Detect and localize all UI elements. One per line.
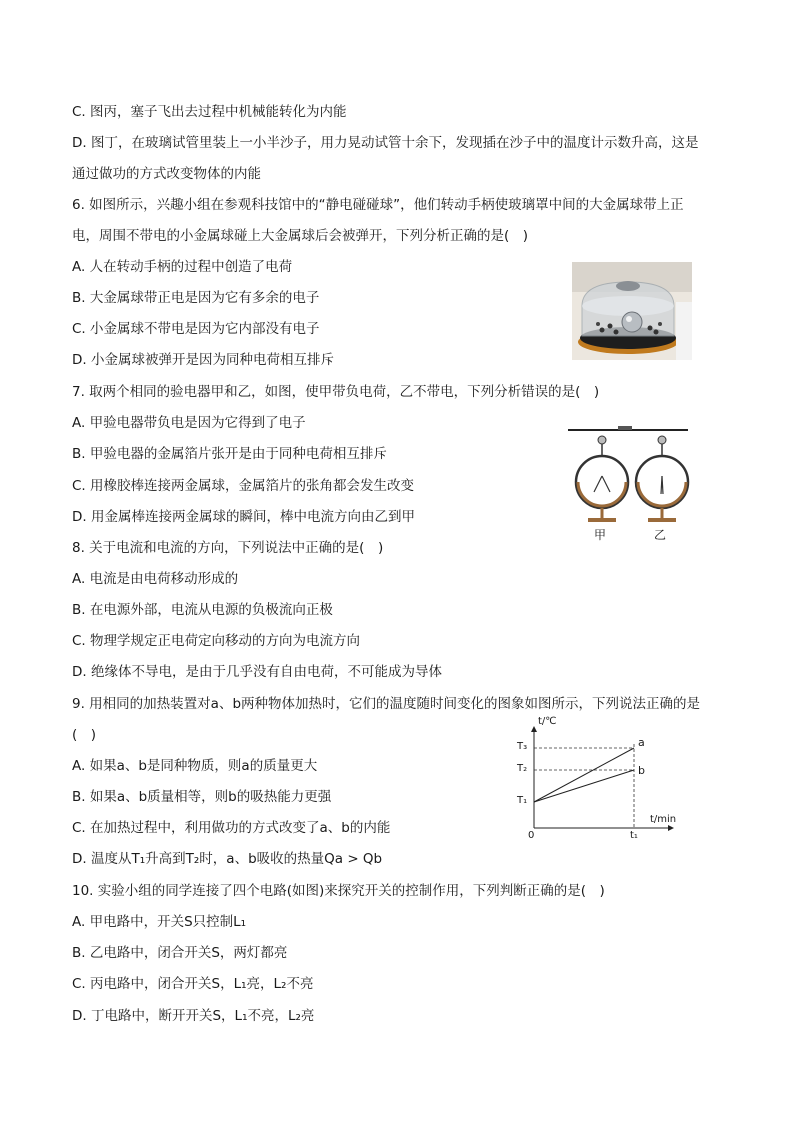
q5-option-d: D. 图丁，在玻璃试管里装上一小半沙子，用力晃动试管十余下，发现插在沙子中的温度计示数升高，这是 [72,135,699,151]
q8-stem: 8. 关于电流和电流的方向，下列说法中正确的是( ) [72,540,384,556]
q5-option-c: C. 图丙，塞子飞出去过程中机械能转化为内能 [72,104,347,120]
q6-option-d: D. 小金属球被弹开是因为同种电荷相互排斥 [72,352,334,368]
q8-option-c: C. 物理学规定正电荷定向移动的方向为电流方向 [72,633,361,649]
graph-x-tick-label: t₁ [630,830,638,841]
graph-line-a-label: a [638,736,645,749]
q6-stem: 6. 如图所示，兴趣小组在参观科技馆中的“静电碰碰球”，他们转动手柄使玻璃罩中间的大金属球带上正 [72,197,684,213]
electroscope-right-label: 乙 [654,528,667,542]
electrostatic-ball-photo [572,262,692,360]
q8-option-d: D. 绝缘体不导电，是由于几乎没有自由电荷，不可能成为导体 [72,664,442,680]
graph-x-axis-label: t/min [650,814,677,825]
graph-t2-label: T₂ [517,763,528,774]
q7-option-b: B. 甲验电器的金属箔片张开是由于同种电荷相互排斥 [72,446,387,462]
graph-origin-label: 0 [528,830,535,841]
q10-stem: 10. 实验小组的同学连接了四个电路(如图)来探究开关的控制作用，下列判断正确的是( ) [72,883,605,899]
q7-option-d: D. 用金属棒连接两金属球的瞬间，棒中电流方向由乙到甲 [72,509,415,525]
q6-option-b: B. 大金属球带正电是因为它有多余的电子 [72,290,320,306]
q7-stem: 7. 取两个相同的验电器甲和乙，如图，使甲带负电荷，乙不带电，下列分析错误的是( ) [72,384,600,400]
q9-stem-cont: ( ) [72,727,97,743]
q9-option-d: D. 温度从T₁升高到T₂时，a、b吸收的热量Qa > Qb [72,851,383,867]
q5-option-d-cont: 通过做功的方式改变物体的内能 [72,166,261,182]
graph-t3-label: T₃ [517,741,528,752]
electroscope-figure [566,420,690,544]
q9-option-b: B. 如果a、b质量相等，则b的吸热能力更强 [72,789,332,805]
graph-y-axis-label: t/℃ [538,716,557,727]
graph-t1-label: T₁ [517,795,528,806]
q10-option-c: C. 丙电路中，闭合开关S，L₁亮，L₂不亮 [72,976,314,992]
q9-option-a: A. 如果a、b是同种物质，则a的质量更大 [72,758,318,774]
q6-option-a: A. 人在转动手柄的过程中创造了电荷 [72,259,293,275]
temperature-time-graph [514,718,684,848]
q10-option-d: D. 丁电路中，断开开关S，L₁不亮，L₂亮 [72,1008,315,1024]
q9-stem: 9. 用相同的加热装置对a、b两种物体加热时，它们的温度随时间变化的图象如图所示，下列说法正确的是 [72,696,701,712]
q6-stem-cont: 电，周围不带电的小金属球碰上大金属球后会被弹开，下列分析正确的是( ) [72,228,529,244]
q7-option-c: C. 用橡胶棒连接两金属球，金属箔片的张角都会发生改变 [72,478,415,494]
q6-option-c: C. 小金属球不带电是因为它内部没有电子 [72,321,320,337]
q10-option-a: A. 甲电路中，开关S只控制L₁ [72,914,247,930]
q8-option-a: A. 电流是由电荷移动形成的 [72,571,239,587]
q8-option-b: B. 在电源外部，电流从电源的负极流向正极 [72,602,333,618]
q10-option-b: B. 乙电路中，闭合开关S，两灯都亮 [72,945,288,961]
q9-option-c: C. 在加热过程中，利用做功的方式改变了a、b的内能 [72,820,391,836]
graph-line-b-label: b [638,764,645,777]
q7-option-a: A. 甲验电器带负电是因为它得到了电子 [72,415,306,431]
electroscope-left-label: 甲 [594,528,607,542]
